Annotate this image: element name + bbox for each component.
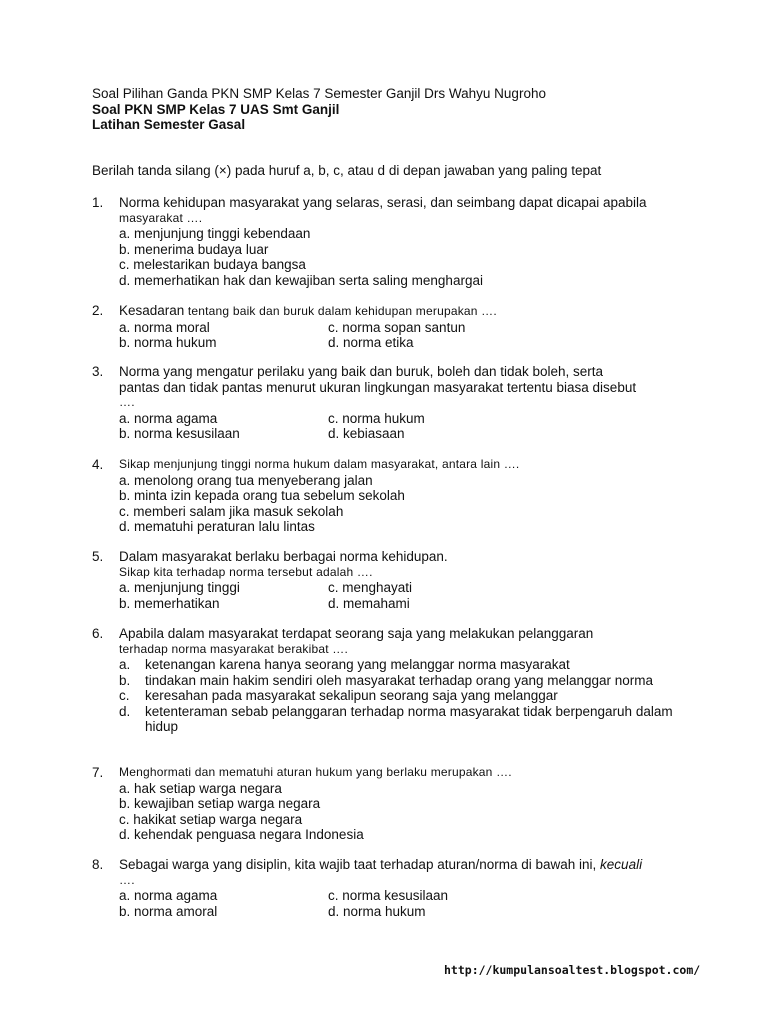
option-a: a. menjunjung tinggi [119,580,240,595]
option-text: keresahan pada masyarakat sekalipun seorang saja yang melanggar [145,688,558,703]
option-d [119,704,692,735]
option-a: a. menolong orang tua menyeberang jalan [119,472,373,488]
option-c: c. memberi salam jika masuk sekolah [119,503,344,519]
question-text: Norma kehidupan masyarakat yang selaras, serasi, dan seimbang dapat dicapai apabila [119,195,647,210]
option-d: d. memerhatikan hak dan kewajiban serta saling menghargai [119,272,483,288]
option-d: d. mematuhi peraturan lalu lintas [119,519,315,534]
question-text: terhadap norma masyarakat berakibat …. [119,641,349,656]
option-b: b. norma amoral [119,903,218,919]
option-c [119,688,692,704]
question-text: …. [119,395,135,409]
option-b [119,673,692,689]
question-7 [92,765,692,843]
option-b: b. memerhatikan [119,595,220,611]
header-line-2: Soal PKN SMP Kelas 7 UAS Smt Ganjil [92,101,340,117]
option-c: c. norma kesusilaan [328,888,449,903]
option-b: b. kewajiban setiap warga negara [119,796,321,811]
option-text: ketenangan karena hanya seorang yang melanggar norma masyarakat [145,657,570,672]
question-number: 3. [92,364,104,379]
option-b: b. norma hukum [119,335,217,350]
question-3 [92,364,692,442]
options-grid [119,411,692,442]
options-grid [119,888,692,919]
option-a: a. hak setiap warga negara [119,780,282,796]
question-text: Apabila dalam masyarakat terdapat seorang saja yang melakukan pelanggaran [119,626,594,641]
question-2 [92,303,692,351]
options-grid [119,580,692,611]
option-a: a. norma agama [119,410,218,426]
question-6 [92,626,692,735]
option-a: a. norma agama [119,888,218,903]
question-text-lead: Kesadaran [119,303,185,318]
option-d: d. norma etika [328,335,414,350]
question-text-main: Sebagai warga yang disiplin, kita wajib taat terhadap aturan/norma di bawah ini, [119,857,601,872]
option-c: c. hakikat setiap warga negara [119,811,303,827]
header-line-3: Latihan Semester Gasal [92,117,246,132]
option-b: b. minta izin kepada orang tua sebelum sekolah [119,488,405,503]
option-letter: b. [119,672,131,688]
question-text-rest: tentang baik dan buruk dalam kehidupan merupakan …. [184,304,497,318]
question-text [119,303,692,320]
question-text: pantas dan tidak pantas menurut ukuran lingkungan masyarakat tertentu biasa disebut [119,379,637,395]
question-text: Norma yang mengatur perilaku yang baik dan buruk, boleh dan tidak boleh, serta [119,364,604,379]
question-number: 4. [92,457,104,472]
option-c: c. norma sopan santun [328,319,466,335]
option-a: a. menjunjung tinggi kebendaan [119,226,311,241]
question-text: Sikap menjunjung tinggi norma hukum dalam masyarakat, antara lain …. [119,457,520,471]
option-letter: d. [119,703,131,719]
option-b: b. menerima budaya luar [119,241,269,257]
option-c: c. melestarikan budaya bangsa [119,257,306,272]
question-1 [92,195,692,288]
question-text [119,857,692,873]
footer-url: http://kumpulansoaltest.blogspot.com/ [444,963,701,977]
question-text: Menghormati dan mematuhi aturan hukum yang berlaku merupakan …. [119,765,512,779]
option-a: a. norma moral [119,319,210,335]
question-number: 8. [92,857,104,872]
option-d: d. norma hukum [328,903,426,919]
question-number: 5. [92,549,104,564]
question-number: 1. [92,195,104,210]
option-d: d. kehendak penguasa negara Indonesia [119,827,364,842]
question-4 [92,457,692,535]
question-8 [92,857,692,919]
question-number: 7. [92,765,104,780]
question-text: …. [119,872,135,887]
option-text: ketenteraman sebab pelanggaran terhadap norma masyarakat tidak berpengaruh dalam hidup [145,703,673,734]
option-text: tindakan main hakim sendiri oleh masyarakat terhadap orang yang melanggar norma [145,672,654,688]
option-c: c. menghayati [328,580,413,595]
option-a [119,657,692,673]
question-text: masyarakat …. [119,210,203,225]
document-header [92,86,546,133]
question-text-emphasis: kecuali [600,857,643,872]
option-b: b. norma kesusilaan [119,426,240,441]
question-text: Dalam masyarakat berlaku berbagai norma kehidupan. [119,549,448,564]
question-number: 2. [92,303,104,318]
option-d: d. kebiasaan [328,426,405,441]
option-c: c. norma hukum [328,410,425,426]
header-line-1: Soal Pilihan Ganda PKN SMP Kelas 7 Semester Ganjil Drs Wahyu Nugroho [92,86,546,101]
question-5 [92,549,692,611]
option-d: d. memahami [328,595,410,611]
question-text: Sikap kita terhadap norma tersebut adalah …. [119,564,373,579]
options-grid [119,320,692,351]
question-number: 6. [92,626,104,641]
instruction-text: Berilah tanda silang (×) pada huruf a, b, c, atau d di depan jawaban yang paling tepat [92,163,602,178]
option-letter: c. [119,688,130,703]
option-letter: a. [119,657,131,672]
